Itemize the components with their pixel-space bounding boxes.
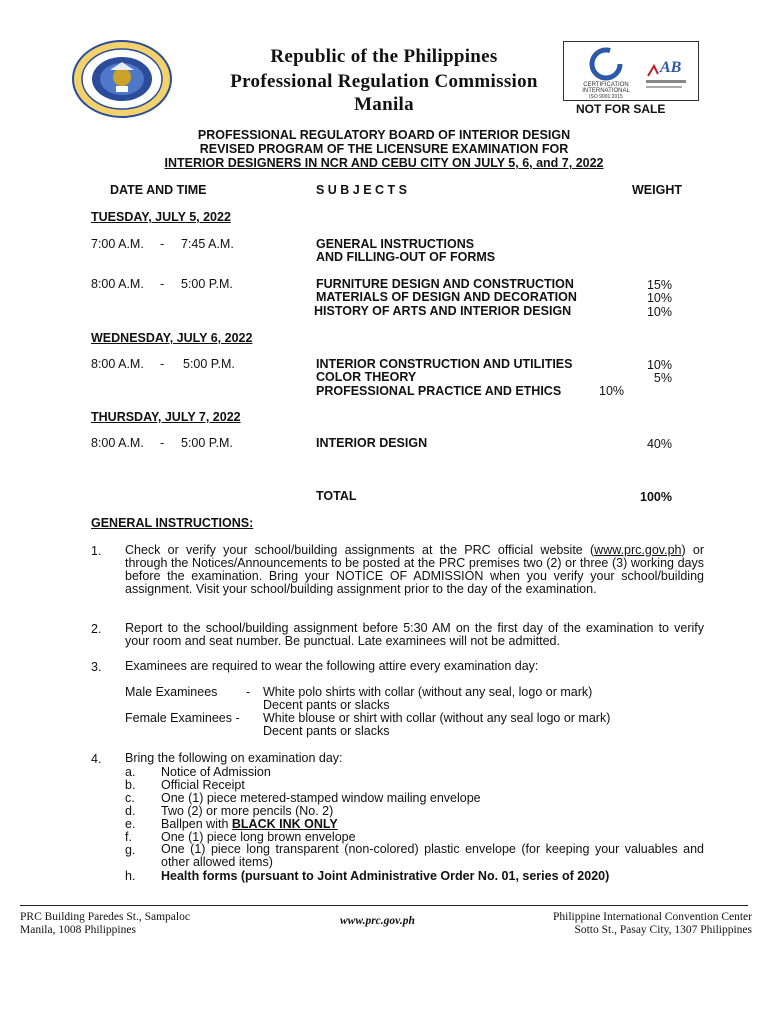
attire-female-line1: White blouse or shirt with collar (without any seal logo or mark)	[263, 711, 611, 725]
item-letter: a.	[125, 765, 136, 779]
col-weight: WEIGHT	[632, 183, 682, 197]
time-dash: -	[160, 237, 165, 251]
instruction-text: Check or verify your school/building assignments at the PRC official website (www.prc.gov.ph) or through the Notices/Announcements to be posted at the PRC premises two (2) or three (3) working days before the examination. Bring your NOTICE OF ADMISSION when you verify your school/building assignment. Visit your school/building assignment prior to the day of the examination.	[125, 543, 704, 596]
bring-item: Official Receipt	[161, 778, 245, 792]
instruction-text: Examinees are required to wear the following attire every examination day:	[125, 659, 539, 673]
instruction-number: 1.	[91, 544, 102, 558]
subject-name: GENERAL INSTRUCTIONS	[316, 237, 475, 251]
attire-male-line2: Decent pants or slacks	[263, 698, 390, 712]
bring-item: Ballpen with BLACK INK ONLY	[161, 817, 338, 831]
footer-address-left: PRC Building Paredes St., Sampaloc Manila, 1008 Philippines	[20, 911, 190, 936]
svg-text:INTERNATIONAL: INTERNATIONAL	[582, 88, 630, 94]
footer-divider	[20, 905, 748, 906]
svg-text:CERTIFICATION: CERTIFICATION	[583, 82, 629, 88]
subject-weight: 10%	[646, 305, 672, 319]
time-start: 8:00 A.M.	[91, 357, 144, 371]
subject-weight: 40%	[646, 437, 672, 451]
day-heading: TUESDAY, JULY 5, 2022	[91, 210, 231, 224]
item-letter: d.	[125, 804, 136, 818]
subject-weight: 15%	[646, 278, 672, 292]
subject-weight: 10%	[646, 358, 672, 372]
title-exam-dates: INTERIOR DESIGNERS IN NCR AND CEBU CITY ON JULY 5, 6, and 7, 2022	[164, 156, 604, 170]
footer-address-right: Philippine International Convention Center Sotto St., Pasay City, 1307 Philippines	[553, 911, 752, 936]
item-letter: b.	[125, 778, 136, 792]
total-label: TOTAL	[316, 489, 357, 503]
instruction-number: 4.	[91, 752, 102, 766]
subject-weight: 10%	[599, 384, 625, 398]
instruction-number: 3.	[91, 660, 102, 674]
subject-name: MATERIALS OF DESIGN AND DECORATION	[316, 290, 577, 304]
item-letter: e.	[125, 817, 136, 831]
attire-male-label: Male Examinees	[125, 685, 218, 699]
header-commission: Professional Regulation Commission	[230, 71, 538, 92]
item-letter: h.	[125, 869, 136, 883]
subject-name: AND FILLING-OUT OF FORMS	[316, 250, 496, 264]
bring-item: Notice of Admission	[161, 765, 271, 779]
total-value: 100%	[640, 490, 672, 504]
item-letter: g.	[125, 843, 136, 857]
not-for-sale-label: NOT FOR SALE	[576, 102, 666, 116]
day-heading: WEDNESDAY, JULY 6, 2022	[91, 331, 253, 345]
time-end: 5:00 P.M.	[183, 357, 235, 371]
day-heading: THURSDAY, JULY 7, 2022	[91, 410, 241, 424]
instruction-number: 2.	[91, 622, 102, 636]
time-end: 5:00 P.M.	[181, 277, 233, 291]
subject-name: FURNITURE DESIGN AND CONSTRUCTION	[316, 277, 574, 291]
subject-name: PROFESSIONAL PRACTICE AND ETHICS	[316, 384, 562, 398]
attire-female-line2: Decent pants or slacks	[263, 724, 390, 738]
footer-website[interactable]: www.prc.gov.ph	[340, 915, 415, 927]
time-end: 7:45 A.M.	[181, 237, 234, 251]
time-dash: -	[160, 357, 165, 371]
subject-weight: 5%	[653, 371, 672, 385]
bring-item: Health forms (pursuant to Joint Administrative Order No. 01, series of 2020)	[161, 869, 610, 883]
svg-text:ISO 9001:2015: ISO 9001:2015	[589, 94, 623, 100]
svg-text:AB: AB	[660, 59, 682, 76]
subject-name: INTERIOR CONSTRUCTION AND UTILITIES	[316, 357, 573, 371]
general-instructions-heading: GENERAL INSTRUCTIONS:	[91, 516, 254, 530]
bring-item: One (1) piece long brown envelope	[161, 830, 356, 844]
attire-male-dash: -	[246, 685, 251, 699]
header-city: Manila	[354, 94, 414, 115]
iso-certification-logo	[563, 41, 699, 101]
time-dash: -	[160, 277, 165, 291]
col-date-time: DATE AND TIME	[110, 183, 207, 197]
col-subjects: S U B J E C T S	[316, 183, 407, 197]
title-board: PROFESSIONAL REGULATORY BOARD OF INTERIOR DESIGN	[197, 128, 571, 142]
time-dash: -	[160, 436, 165, 450]
instruction-text: Bring the following on examination day:	[125, 751, 343, 765]
time-start: 8:00 A.M.	[91, 436, 144, 450]
time-end: 5:00 P.M.	[181, 436, 233, 450]
bring-item: One (1) piece long transparent (non-colored) plastic envelope (for keeping your valuables and other allowed items)	[161, 842, 704, 869]
prc-website-link[interactable]: www.prc.gov.ph	[594, 543, 682, 557]
item-letter: f.	[125, 830, 132, 844]
subject-name: COLOR THEORY	[316, 370, 417, 384]
attire-male-line1: White polo shirts with collar (without any seal, logo or mark)	[263, 685, 593, 699]
bring-item: One (1) piece metered-stamped window mailing envelope	[161, 791, 481, 805]
black-ink-emphasis: BLACK INK ONLY	[231, 817, 338, 831]
bring-item: Two (2) or more pencils (No. 2)	[161, 804, 334, 818]
subject-name: INTERIOR DESIGN	[316, 436, 428, 450]
attire-female-label: Female Examinees -	[125, 711, 240, 725]
time-start: 7:00 A.M.	[91, 237, 144, 251]
subject-name: HISTORY OF ARTS AND INTERIOR DESIGN	[314, 304, 572, 318]
item-letter: c.	[125, 791, 135, 805]
instruction-text: Report to the school/building assignment before 5:30 AM on the first day of the examination to verify your room and seat number. Be punctual. Late examinees will not be admitted.	[125, 621, 704, 648]
subject-weight: 10%	[646, 291, 672, 305]
title-program: REVISED PROGRAM OF THE LICENSURE EXAMINATION FOR	[199, 142, 569, 156]
header-republic: Republic of the Philippines	[270, 46, 498, 67]
time-start: 8:00 A.M.	[91, 277, 144, 291]
